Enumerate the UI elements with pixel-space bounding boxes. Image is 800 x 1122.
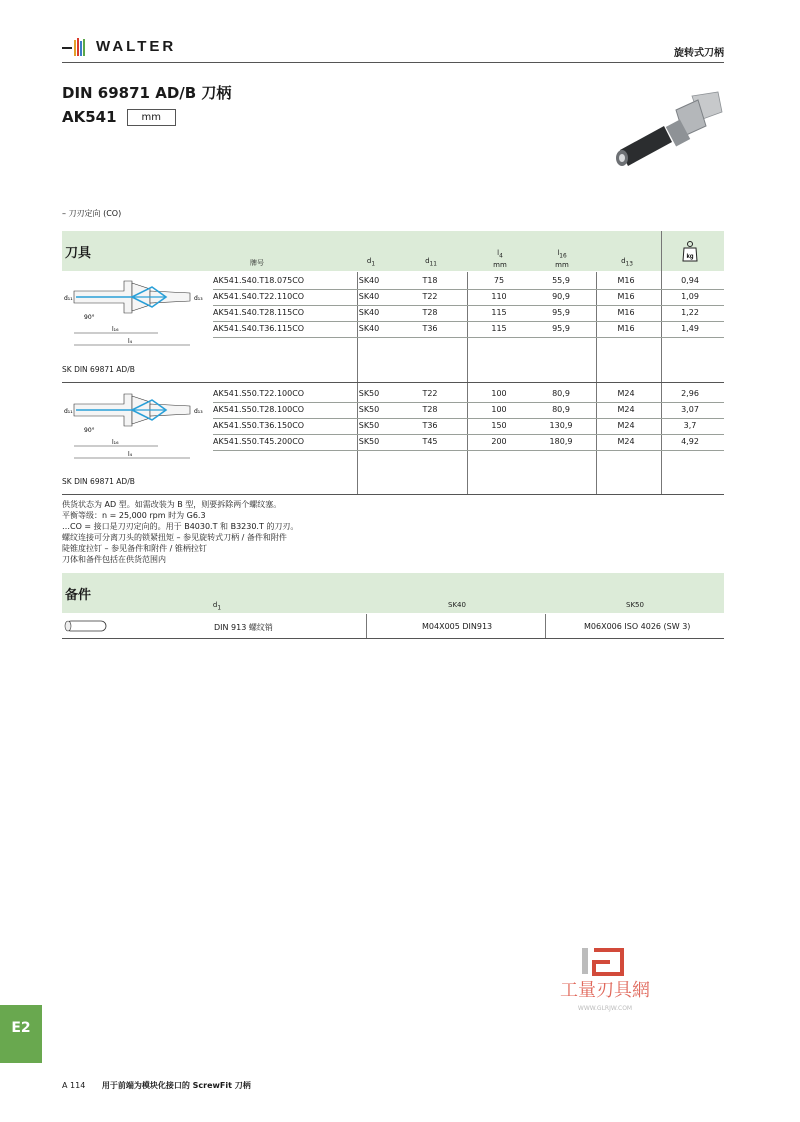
- cell-d13: M16: [617, 276, 635, 285]
- tool-holder-photo: [606, 90, 724, 176]
- cell-l4: 110: [491, 292, 507, 301]
- svg-text:d₁₃: d₁₃: [194, 408, 203, 415]
- cell-d1: SK50: [358, 437, 380, 446]
- accessory-sk50: M06X006 ISO 4026 (SW 3): [584, 622, 691, 631]
- footer: [62, 1080, 251, 1091]
- cell-l16: 55,9: [552, 276, 570, 285]
- cell-d13: M16: [617, 292, 635, 301]
- cell-designation: AK541.S50.T22.100CO: [213, 389, 305, 398]
- cell-l4: 100: [491, 405, 507, 414]
- diagram-caption: SK DIN 69871 AD/B: [62, 477, 135, 486]
- svg-text:d₁₃: d₁₃: [194, 295, 203, 302]
- footer-title: 用于前端为模块化接口的 ScrewFit 刀柄: [101, 1081, 251, 1090]
- col-d13: $d_{13}$: [621, 257, 633, 268]
- cell-d1: SK50: [358, 405, 380, 414]
- cell-d11: T28: [422, 405, 438, 414]
- svg-text:l₄: l₄: [128, 338, 133, 345]
- note-line: 螺纹连接可分离刀头的锁紧扭矩 – 参见旋转式刀柄 / 备件和附件: [62, 533, 287, 542]
- header-rule: [62, 62, 724, 63]
- cell-d11: T18: [422, 276, 438, 285]
- cell-designation: AK541.S50.T45.200CO: [213, 437, 305, 446]
- cell-designation: AK541.S40.T18.075CO: [213, 276, 305, 285]
- accessory-name: DIN 913 螺纹销: [214, 623, 273, 632]
- note-line: 平衡等级：n = 25,000 rpm 时为 G6.3: [62, 511, 206, 520]
- cell-l16: 95,9: [552, 308, 570, 317]
- cell-kg: 2,96: [681, 389, 699, 398]
- section-tab: E2: [0, 1005, 42, 1063]
- cell-d11: T36: [422, 421, 438, 430]
- cell-designation: AK541.S50.T28.100CO: [213, 405, 305, 414]
- col-designation: 牌号: [250, 259, 264, 267]
- svg-text:l₁₆: l₁₆: [112, 326, 119, 333]
- group-separator: [62, 382, 724, 383]
- cell-d1: SK40: [358, 292, 380, 301]
- table-row: [213, 321, 724, 338]
- cell-d11: T22: [422, 389, 438, 398]
- note-line: 刀体和备件包括在供货范围内: [62, 555, 166, 564]
- note-line: 陡锥度拉钉 – 参见备件和附件 / 锥柄拉钉: [62, 544, 207, 553]
- cell-d1: SK50: [358, 389, 380, 398]
- cell-kg: 0,94: [681, 276, 699, 285]
- table-row: [213, 402, 724, 419]
- cell-d13: M24: [617, 437, 635, 446]
- table-row: [213, 418, 724, 435]
- cell-l4: 115: [491, 308, 507, 317]
- watermark-url: WWW.GLRJW.COM: [577, 1005, 633, 1012]
- cell-l4: 115: [491, 324, 507, 333]
- product-code: AK541: [62, 108, 117, 126]
- svg-text:d₁₁: d₁₁: [64, 295, 73, 302]
- col-d11: $d_{11}$: [425, 257, 437, 268]
- note-line: …CO = 接口是刀刃定向的。用于 B4030.T 和 B3230.T 的刀刃。: [62, 522, 299, 531]
- cell-d1: SK50: [358, 421, 380, 430]
- watermark-text: 工量刃具網: [560, 980, 650, 1001]
- header-category: 旋转式刀柄: [674, 48, 724, 59]
- table-row: [213, 434, 724, 451]
- tool-holder-diagram: [62, 386, 212, 468]
- col-divider: [661, 231, 662, 494]
- cell-designation: AK541.S50.T36.150CO: [213, 421, 305, 430]
- brand-logo: WALTER: [96, 38, 177, 55]
- page-title: DIN 69871 AD/B 刀柄: [62, 84, 232, 102]
- weight-icon: [682, 240, 698, 262]
- tools-title: 刀具: [65, 246, 92, 261]
- accessories-title: 备件: [65, 588, 92, 603]
- notes-block: [62, 499, 298, 565]
- cell-d11: T22: [422, 292, 438, 301]
- cell-l4: 150: [491, 421, 507, 430]
- cell-d13: M16: [617, 308, 635, 317]
- set-screw-icon: [62, 619, 110, 633]
- svg-text:d₁₁: d₁₁: [64, 408, 73, 415]
- cell-kg: 3,7: [683, 421, 697, 430]
- svg-text:l₁₆: l₁₆: [112, 439, 119, 446]
- cell-l16: 80,9: [552, 389, 570, 398]
- feature-note: – 刀刃定向 (CO): [62, 209, 122, 218]
- cell-d13: M16: [617, 324, 635, 333]
- cell-designation: AK541.S40.T36.115CO: [213, 324, 305, 333]
- weight-unit: kg: [686, 254, 694, 260]
- table-row: [213, 305, 724, 322]
- accessory-row: [62, 614, 724, 639]
- cell-kg: 4,92: [681, 437, 699, 446]
- accessory-sk40: M04X005 DIN913: [422, 622, 493, 631]
- cell-kg: 1,49: [681, 324, 699, 333]
- walter-logo-mark: [62, 38, 92, 56]
- cell-l4: 200: [491, 437, 507, 446]
- cell-l4: 75: [493, 276, 505, 285]
- col-l4: $l_4$ mm: [493, 249, 507, 270]
- subtitle-row: [62, 108, 176, 126]
- col-l16: $l_{16}$ mm: [555, 249, 569, 270]
- cell-kg: 3,07: [681, 405, 699, 414]
- cell-kg: 1,22: [681, 308, 699, 317]
- acc-col-sk50: SK50: [626, 601, 644, 609]
- table-row: [213, 386, 724, 403]
- acc-col-sk40: SK40: [448, 601, 466, 609]
- cell-kg: 1,09: [681, 292, 699, 301]
- cell-l16: 180,9: [549, 437, 573, 446]
- accessories-header-band: [62, 573, 724, 613]
- acc-col-d1: $d_1$: [212, 601, 222, 612]
- page-number: A 114: [62, 1081, 86, 1090]
- cell-d11: T28: [422, 308, 438, 317]
- cell-d1: SK40: [358, 308, 380, 317]
- cell-d13: M24: [617, 405, 635, 414]
- tools-header-band: [62, 231, 724, 271]
- cell-d13: M24: [617, 389, 635, 398]
- table-bottom-rule: [62, 494, 724, 495]
- cell-d1: SK40: [358, 324, 380, 333]
- cell-d1: SK40: [358, 276, 380, 285]
- unit-badge: mm: [127, 109, 176, 126]
- col-divider: [545, 614, 546, 638]
- cell-l16: 130,9: [549, 421, 573, 430]
- diagram-caption: SK DIN 69871 AD/B: [62, 365, 135, 374]
- cell-d13: M24: [617, 421, 635, 430]
- watermark-logo: [540, 948, 670, 1014]
- angle-label: 90°: [84, 314, 95, 321]
- angle-label: 90°: [84, 427, 95, 434]
- cell-l16: 80,9: [552, 405, 570, 414]
- col-d1: $d_1$: [366, 257, 376, 268]
- svg-text:l₄: l₄: [128, 451, 133, 458]
- cell-designation: AK541.S40.T28.115CO: [213, 308, 305, 317]
- note-line: 供货状态为 AD 型。如需改装为 B 型，则要拆除两个螺纹塞。: [62, 500, 282, 509]
- cell-d11: T36: [422, 324, 438, 333]
- cell-designation: AK541.S40.T22.110CO: [213, 292, 305, 301]
- cell-l4: 100: [491, 389, 507, 398]
- tool-holder-diagram: [62, 273, 212, 355]
- cell-d11: T45: [422, 437, 438, 446]
- cell-l16: 95,9: [552, 324, 570, 333]
- col-divider: [366, 614, 367, 638]
- table-row: [213, 273, 724, 290]
- table-row: [213, 289, 724, 306]
- cell-l16: 90,9: [552, 292, 570, 301]
